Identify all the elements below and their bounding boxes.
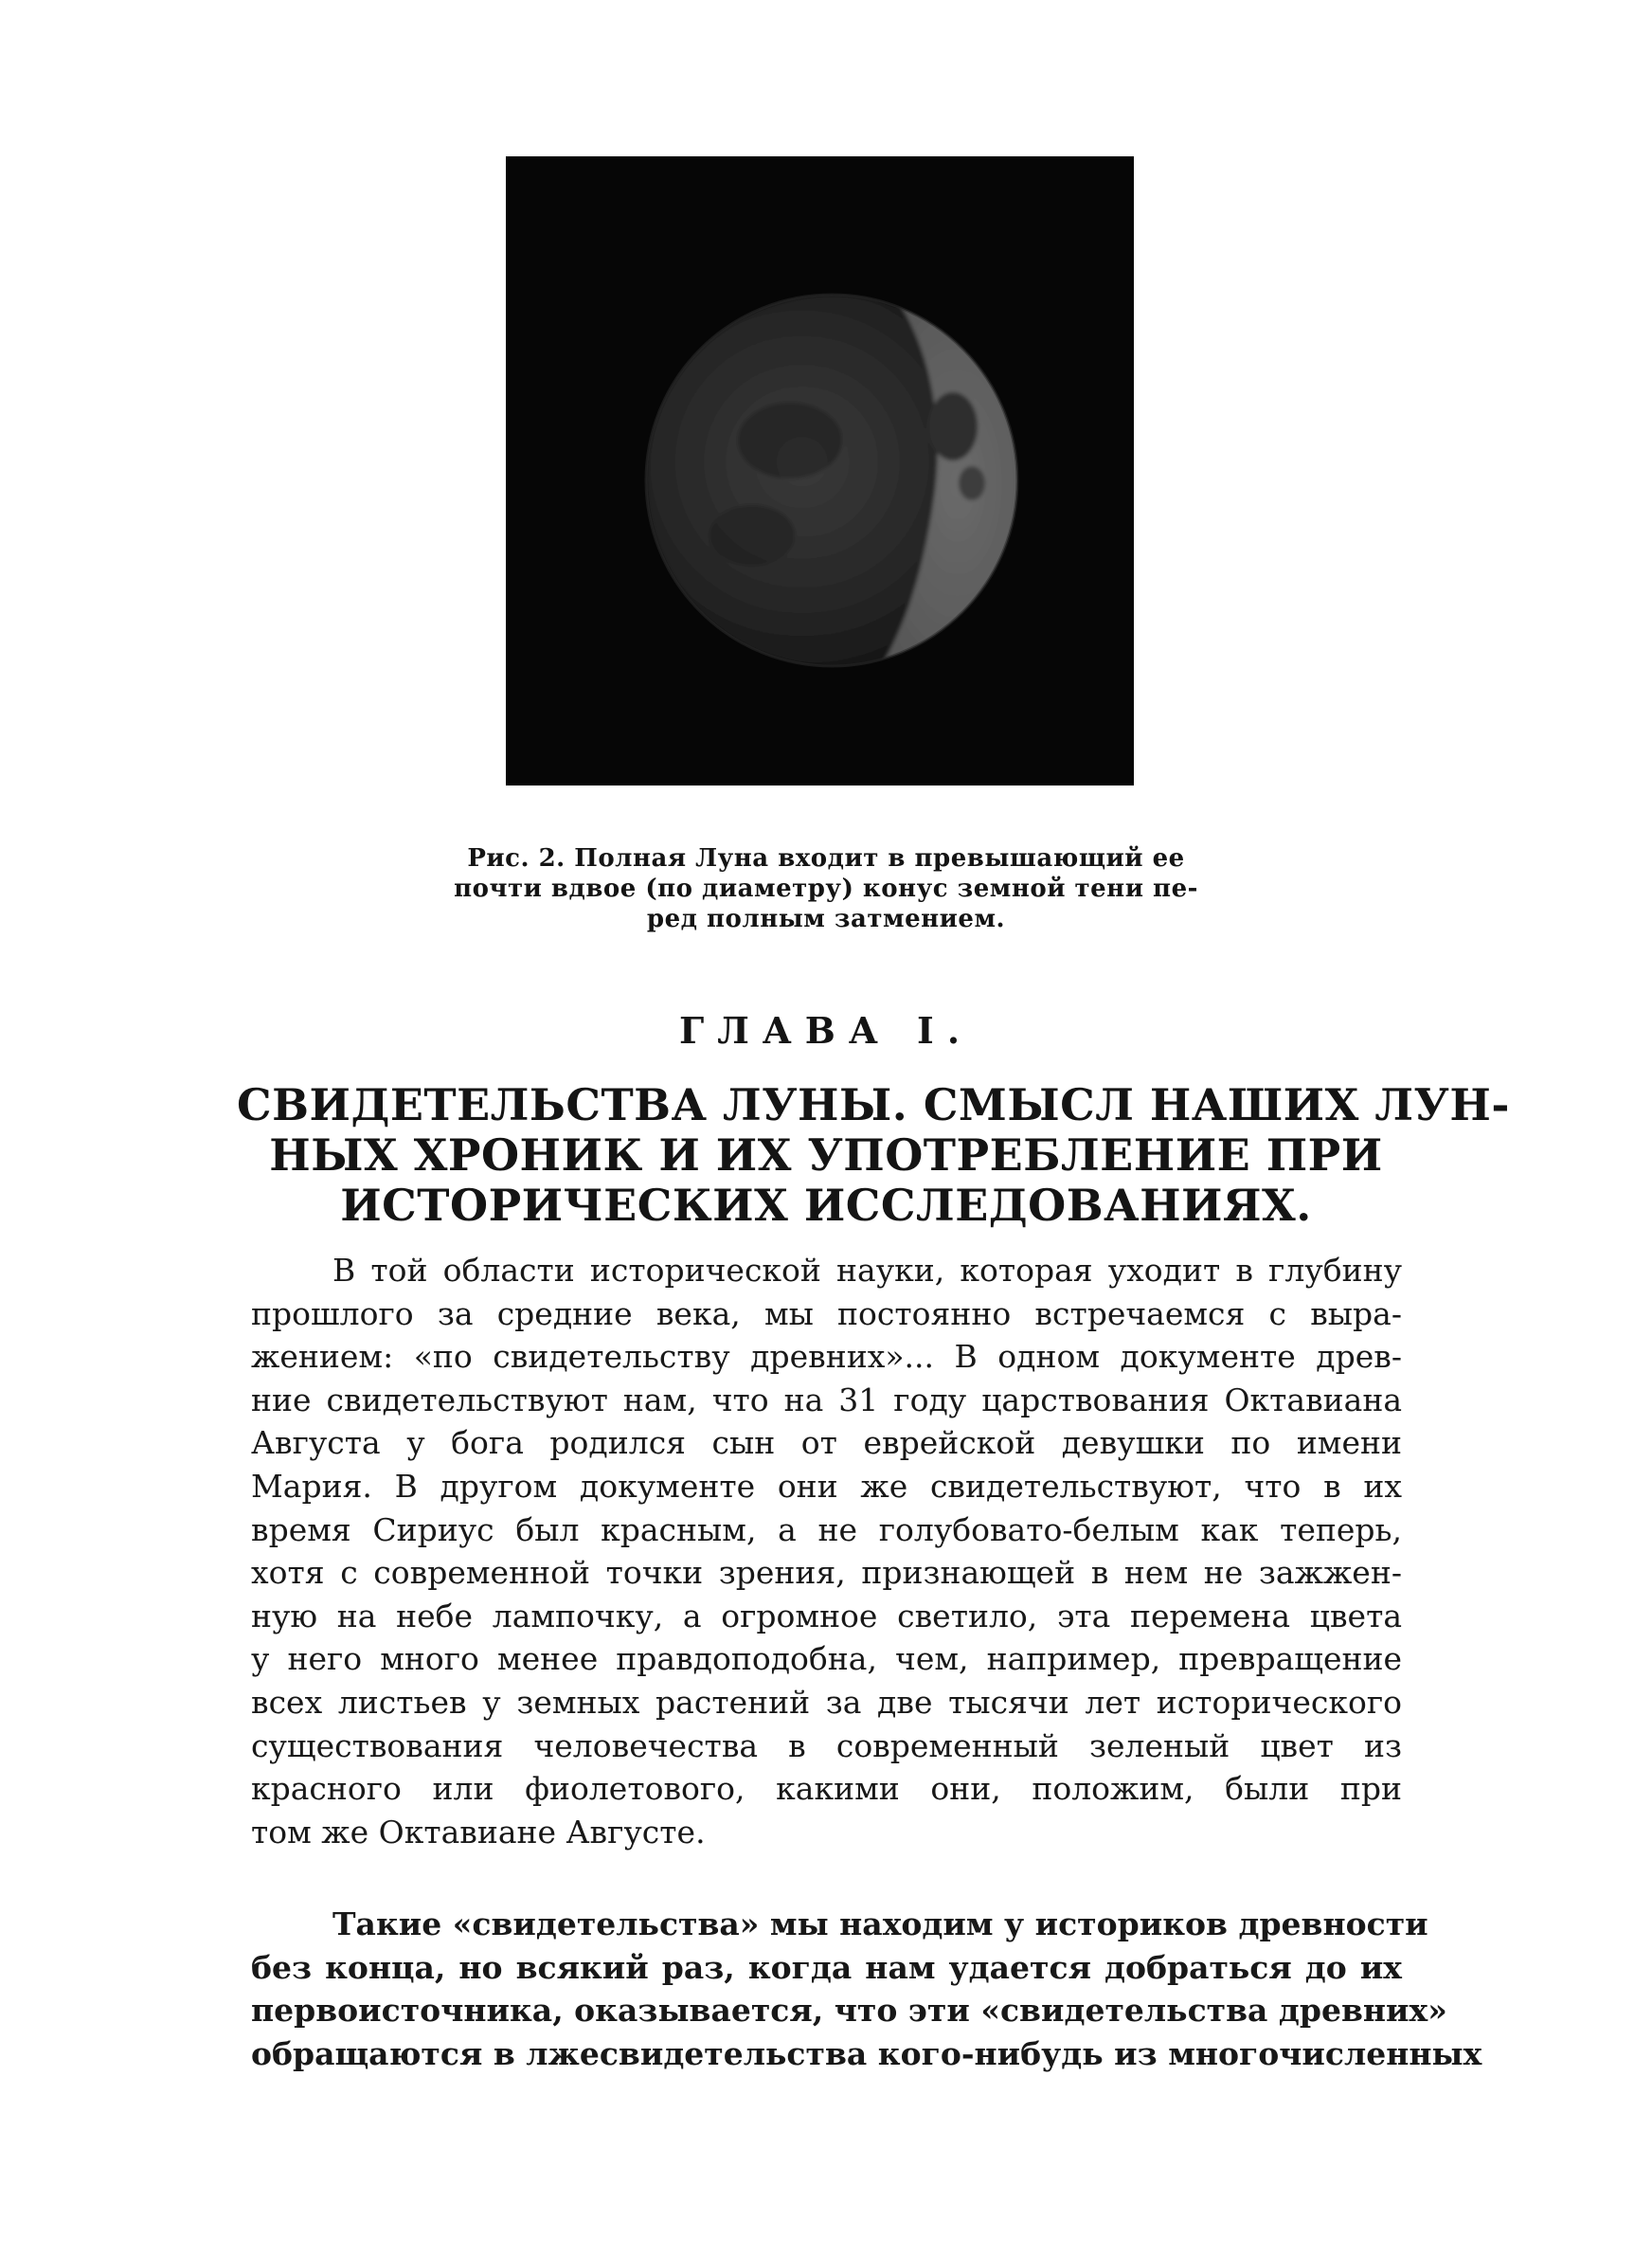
text-line: том же Октавиане Августе.: [251, 1813, 706, 1851]
chapter-heading: ГЛАВА I.: [678, 1009, 974, 1052]
caption-line: почти вдвое (по диаметру) конус земной тени пе-: [454, 875, 1198, 903]
text-line: В той области исторической науки, которая уходит в глубину: [332, 1252, 1402, 1289]
moon-eclipse-photo: [506, 156, 1134, 785]
text-line: Августа у бога родился сын от еврейской девушки по имени: [251, 1424, 1402, 1462]
caption-line: Рис. 2. Полная Луна входит в превышающий ее: [467, 844, 1185, 873]
text-line: у него много менее правдоподобна, чем, например, превращение: [251, 1640, 1402, 1678]
text-line: жением: «по свидетельству древних»... В одном документе древ-: [251, 1338, 1402, 1376]
text-line: ную на небе лампочку, а огромное светило, эта перемена цвета: [251, 1597, 1402, 1634]
figure-caption: [436, 843, 1216, 934]
paragraph-2: [251, 1903, 1482, 2075]
text-line: обращаются в лжесвидетельства кого-нибудь из многочисленных: [251, 2034, 1482, 2072]
text-line: Мария. В другом документе они же свидетельствуют, что в их: [251, 1467, 1402, 1505]
text-line: всех листьев у земных растений за две тысячи лет исторического: [251, 1683, 1402, 1721]
text-line: хотя с современной точки зрения, признающей в нем не зажжен-: [251, 1554, 1402, 1592]
text-line: красного или фиолетового, какими они, положим, были при: [251, 1770, 1402, 1808]
text-line: ние свидетельствуют нам, что на 31 году царствования Октавиана: [251, 1381, 1402, 1418]
caption-line: ред полным затмением.: [646, 905, 1006, 933]
text-line: время Сириус был красным, а не голубовато-белым как теперь,: [251, 1510, 1402, 1548]
chapter-title-line: НЫХ ХРОНИК И ИХ УПОТРЕБЛЕНИЕ ПРИ: [269, 1129, 1383, 1181]
paragraph-1: [251, 1249, 1402, 1853]
moon-illustration: [506, 156, 1134, 785]
text-line: Такие «свидетельства» мы находим у историков древности: [332, 1905, 1428, 1942]
chapter-title: [237, 1079, 1510, 1231]
text-line: без конца, но всякий раз, когда нам удается добраться до их: [251, 1948, 1402, 1986]
chapter-title-line: ИСТОРИЧЕСКИХ ИССЛЕДОВАНИЯХ.: [340, 1180, 1312, 1231]
text-line: первоисточника, оказывается, что эти «свидетельства древних»: [251, 1992, 1447, 2030]
text-line: существования человечества в современный зеленый цвет из: [251, 1726, 1402, 1764]
chapter-title-line: СВИДЕТЕЛЬСТВА ЛУНЫ. СМЫСЛ НАШИХ ЛУН-: [237, 1079, 1510, 1130]
text-line: прошлого за средние века, мы постоянно встречаемся с выра-: [251, 1294, 1402, 1332]
